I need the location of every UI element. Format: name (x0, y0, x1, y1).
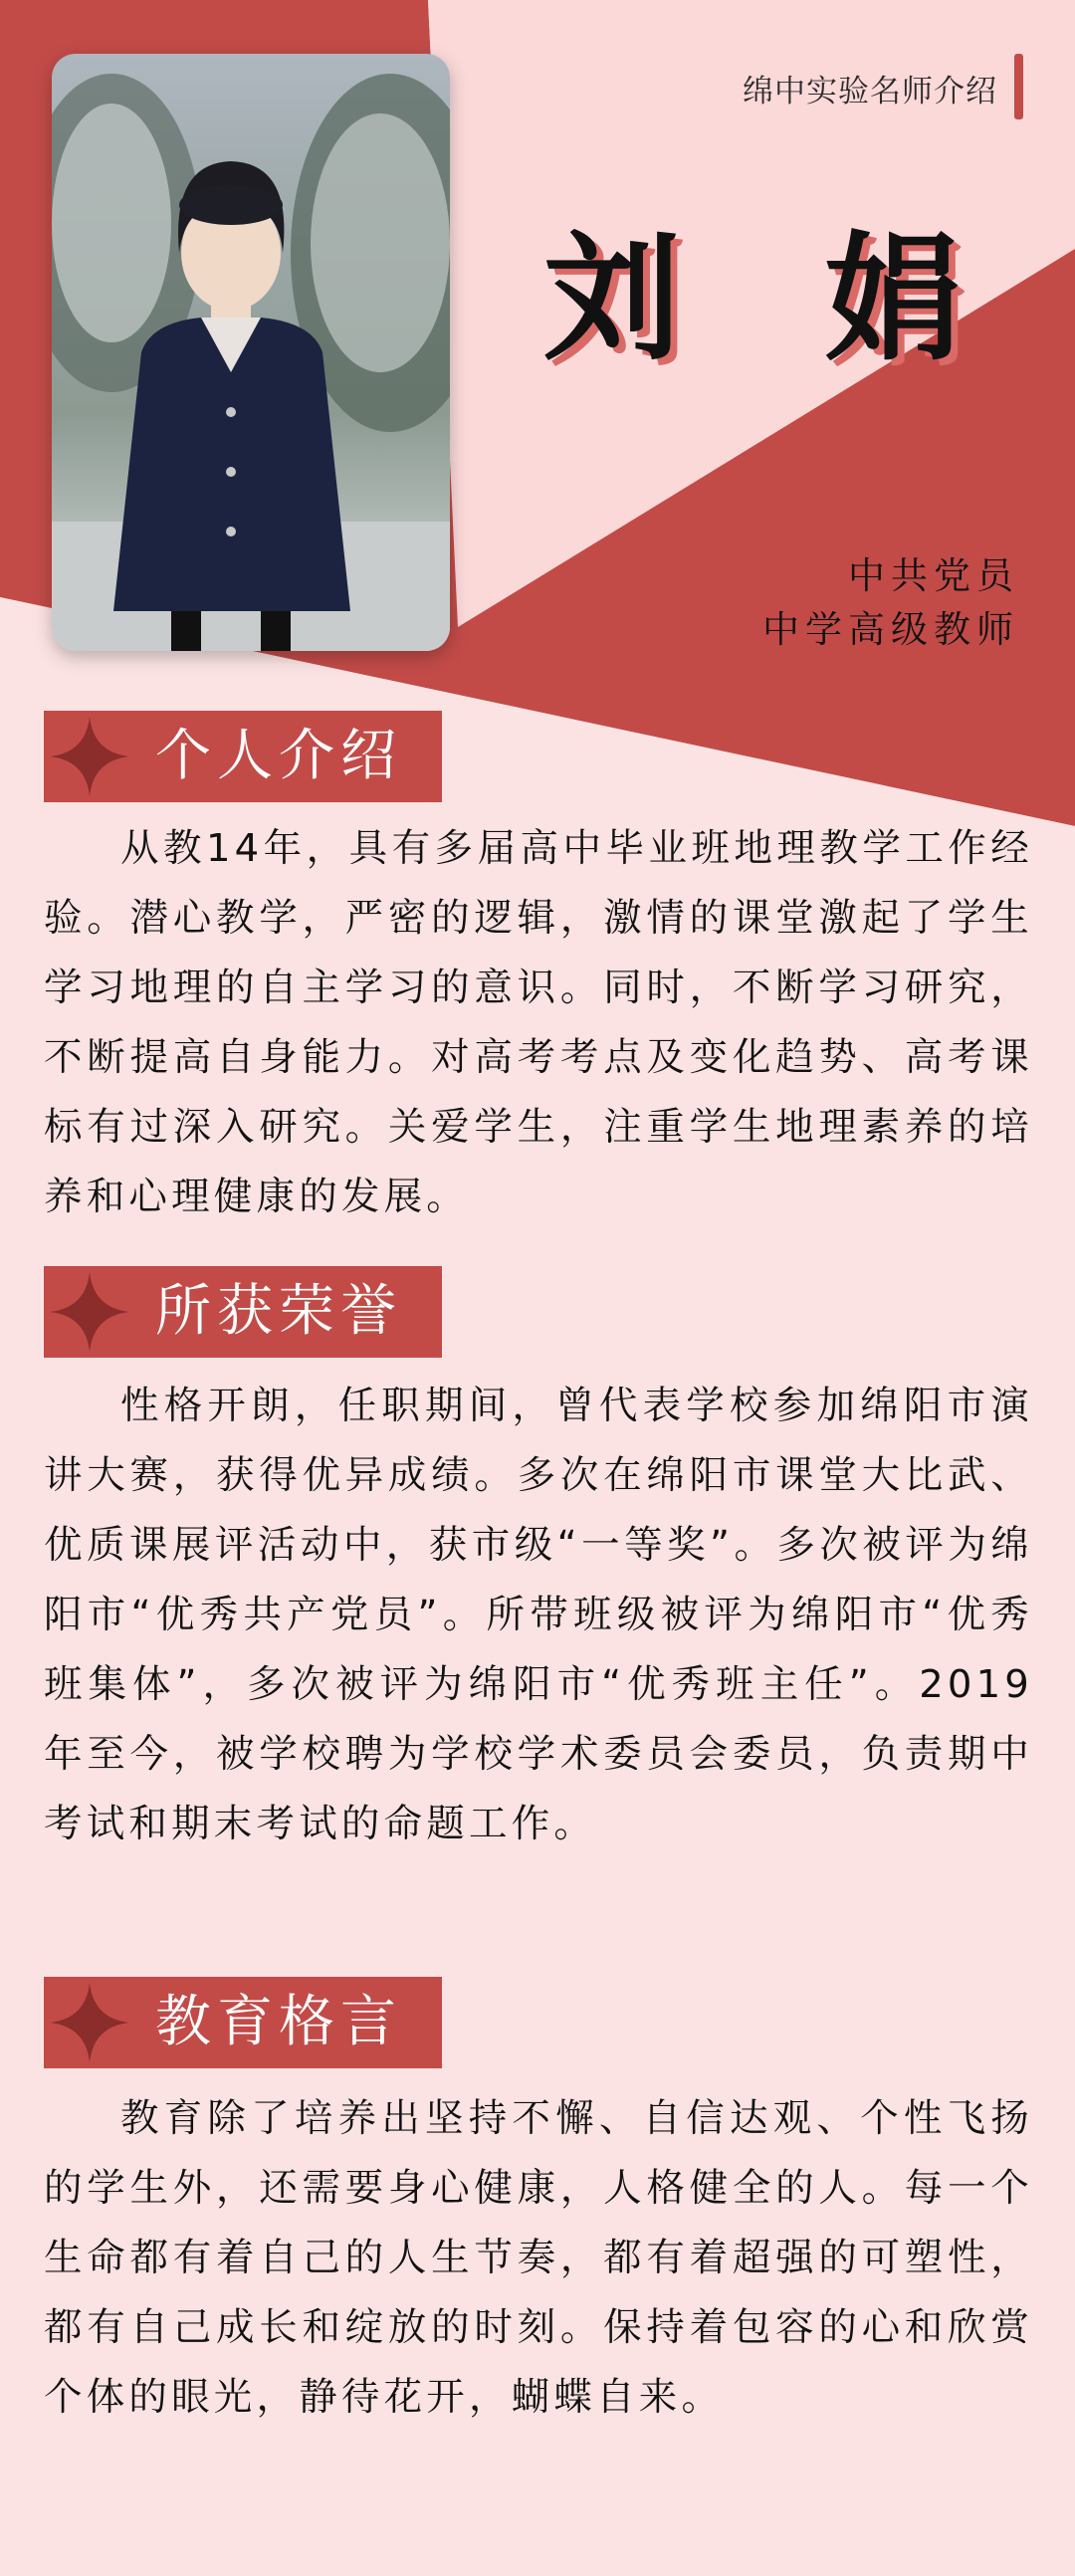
section-title-motto: 教育格言 (155, 1990, 402, 2054)
teacher-titles (762, 549, 1019, 657)
teacher-name: 刘 娟 (542, 219, 1009, 379)
section-text-intro: 从教14年，具有多届高中毕业班地理教学工作经验。潜心教学，严密的逻辑，激情的课堂激起了学生学习地理的自主学习的意识。同时，不断学习研究，不断提高自身能力。对高考考点及变化趋势、高考课标有过深入研究。关爱学生，注重学生地理素养的培养和心理健康的发展。 (44, 826, 1033, 1219)
four-point-star-icon (50, 717, 129, 796)
section-header-honors (44, 1266, 442, 1358)
title-senior-teacher: 中学高级教师 (762, 608, 1019, 651)
series-label-accent-bar (1014, 54, 1023, 119)
section-text-honors: 性格开朗，任职期间，曾代表学校参加绵阳市演讲大赛，获得优异成绩。多次在绵阳市课堂大比武、优质课展评活动中，获市级“一等奖”。多次被评为绵阳市“优秀共产党员”。所带班级被评为绵阳市“优秀班集体”，多次被评为绵阳市“优秀班主任”。2019年至今，被学校聘为学校学术委员会委员，负责期中考试和期末考试的命题工作。 (44, 1384, 1033, 1846)
section-text-motto: 教育除了培养出坚持不懈、自信达观、个性飞扬的学生外，还需要身心健康，人格健全的人。每一个生命都有着自己的人生节奏，都有着超强的可塑性，都有自己成长和绽放的时刻。保持着包容的心和欣赏个体的眼光，静待花开，蝴蝶自来。 (44, 2096, 1033, 2420)
decorative-dot (952, 441, 1019, 509)
series-label: 绵中实验名师介绍 (743, 74, 997, 109)
title-party-member: 中共党员 (848, 554, 1019, 597)
four-point-star-icon (50, 1272, 129, 1352)
section-header-motto (44, 1977, 442, 2068)
section-title-intro: 个人介绍 (155, 724, 402, 788)
section-header-intro (44, 711, 442, 802)
teacher-portrait-photo (52, 54, 450, 651)
section-title-honors: 所获荣誉 (155, 1279, 402, 1344)
four-point-star-icon (50, 1983, 129, 2062)
